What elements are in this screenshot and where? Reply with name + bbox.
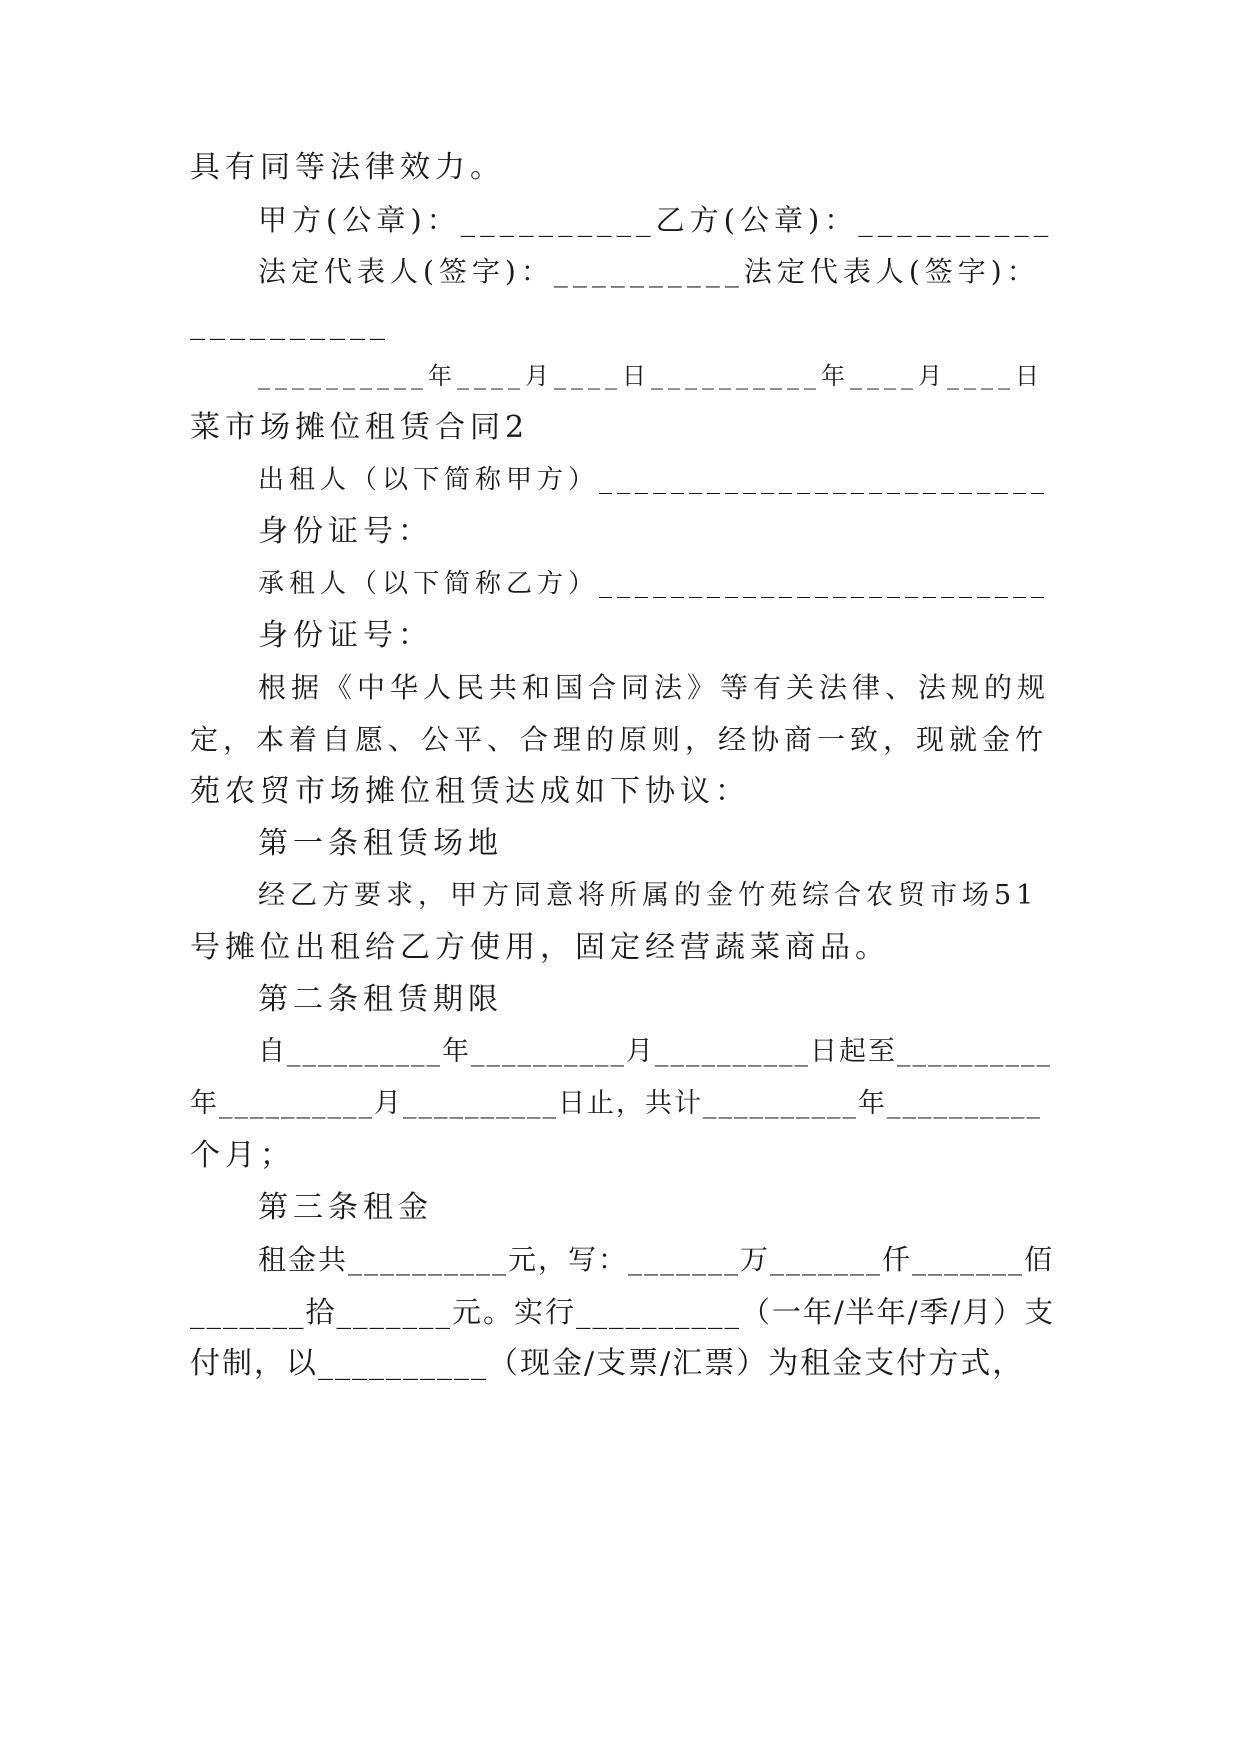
text-line: 根据《中华人民共和国合同法》等有关法律、法规的规 xyxy=(258,671,1051,704)
text-line: 号摊位出租给乙方使用，固定经营蔬菜商品。 xyxy=(190,930,890,965)
section-title: 菜市场摊位租赁合同2 xyxy=(190,410,530,445)
clause-heading: 第三条租金 xyxy=(258,1190,433,1225)
text-line: 年__________月__________日止，共计__________年__________ xyxy=(190,1088,1042,1119)
text-line: 经乙方要求，甲方同意将所属的金竹苑综合农贸市场51 xyxy=(258,880,1039,911)
text-line: 甲方(公章)：__________乙方(公章)：__________ xyxy=(258,203,1054,237)
text-line: 出租人（以下简称甲方）_________________________ xyxy=(258,465,1050,495)
text-line: 苑农贸市场摊位租赁达成如下协议： xyxy=(190,774,750,809)
text-line: 定，本着自愿、公平、合理的原则，经协商一致，现就金竹 xyxy=(190,723,1049,756)
text-line: 付制，以__________（现金/支票/汇票）为租金支付方式， xyxy=(190,1346,1025,1381)
text-line: 个月； xyxy=(190,1138,295,1173)
text-line: 身份证号： xyxy=(258,618,433,653)
text-line: _______拾_______元。实行__________（一年/半年/季/月）支 xyxy=(190,1295,1056,1329)
text-line: __________ xyxy=(190,306,390,341)
text-line: __________年____月____日__________年____月____日 xyxy=(258,362,1044,390)
text-line: 法定代表人(签字)：__________法定代表人(签字)： xyxy=(258,255,1040,288)
clause-heading: 第一条租赁场地 xyxy=(258,826,503,861)
text-line: 具有同等法律效力。 xyxy=(190,150,505,185)
text-line: 身份证号： xyxy=(258,514,433,549)
text-line: 自__________年__________月__________日起至__________ xyxy=(258,1036,1052,1067)
text-line: 承租人（以下简称乙方）_________________________ xyxy=(258,569,1050,599)
text-line: 租金共__________元，写：_______万_______仟_______佰 xyxy=(258,1243,1055,1276)
clause-heading: 第二条租赁期限 xyxy=(258,982,503,1017)
